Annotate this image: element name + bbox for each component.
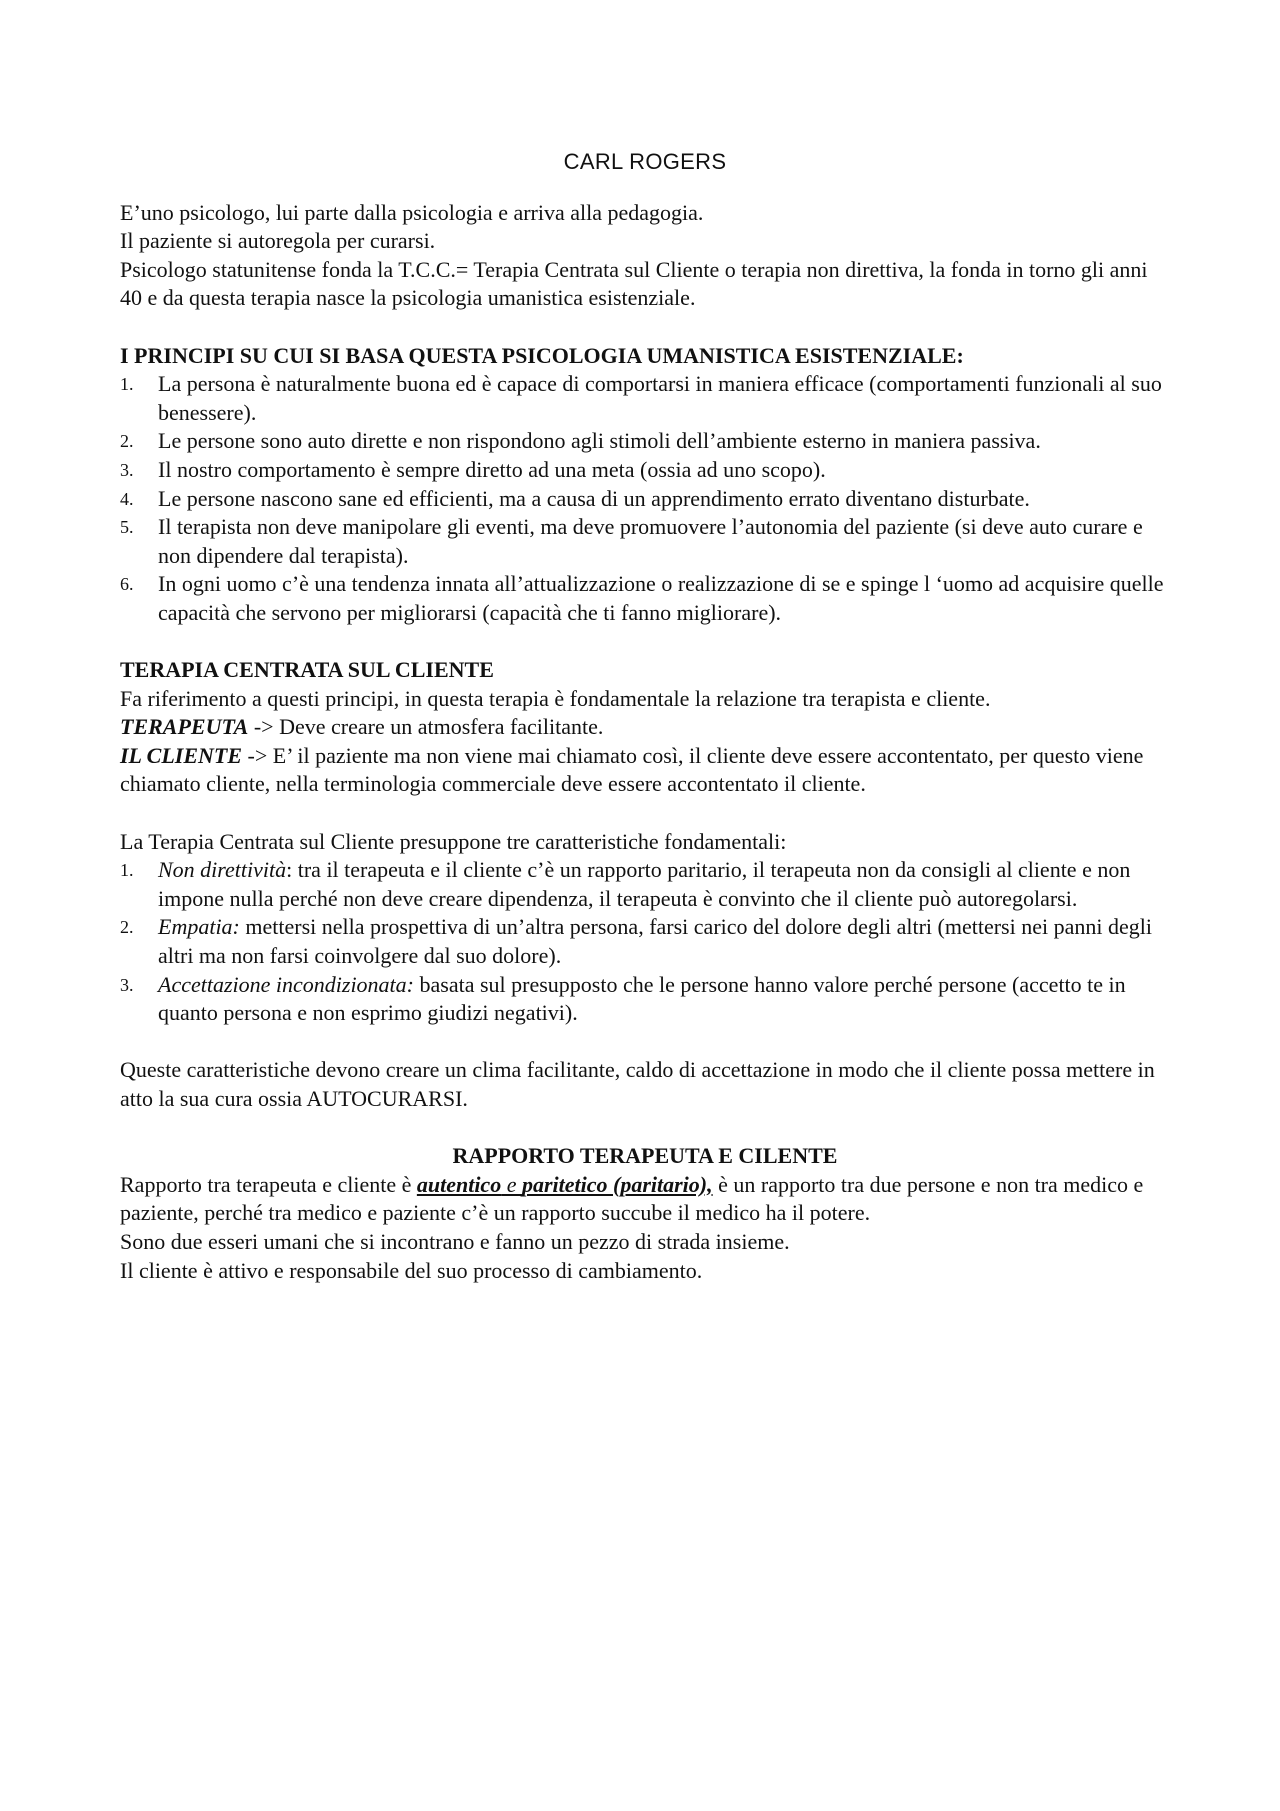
intro-section: [120, 199, 1170, 313]
relationship-emphasis: paritetico (paritario),: [521, 1171, 713, 1197]
list-item: [120, 427, 1170, 456]
list-number: 6.: [120, 574, 134, 595]
list-number: 3.: [120, 459, 134, 480]
list-number: 4.: [120, 488, 134, 509]
principles-list: [120, 370, 1170, 627]
list-item: [120, 856, 1170, 913]
list-text: mettersi nella prospettiva di un’altra persona, farsi carico del dolore degli altri (mettersi nei panni degli altri ma non farsi coinvolgere dal suo dolore).: [158, 914, 1152, 969]
spacer: [120, 799, 1170, 828]
list-item: [120, 570, 1170, 627]
terapeuta-label: TERAPEUTA: [120, 714, 249, 740]
principles-heading: I PRINCIPI SU CUI SI BASA QUESTA PSICOLOGIA UMANISTICA ESISTENZIALE:: [120, 342, 964, 368]
list-text: Le persone sono auto dirette e non rispondono agli stimoli dell’ambiente esterno in maniera passiva.: [158, 428, 1041, 454]
list-number: 3.: [120, 974, 134, 995]
document-page: [120, 148, 1170, 1285]
cliente-text: -> E’ il paziente ma non viene mai chiamato così, il cliente deve essere accontentato, per questo viene chiamato cliente, nella terminologia commerciale deve essere accontentato il cliente.: [120, 742, 1144, 797]
cliente-line: [120, 742, 1170, 799]
list-item: [120, 913, 1170, 970]
list-item: [120, 456, 1170, 485]
list-text: La persona è naturalmente buona ed è capace di comportarsi in maniera efficace (comportamenti funzionali al suo benessere).: [158, 371, 1162, 425]
relationship-section: [120, 1142, 1170, 1285]
list-text: In ogni uomo c’è una tendenza innata all’attualizzazione o realizzazione di se e spinge l ‘uomo ad acquisire quelle capacità che servono per migliorarsi (capacità che ti fanno migliorare).: [158, 571, 1164, 625]
cliente-label: IL CLIENTE: [120, 742, 243, 768]
intro-line: Psicologo statunitense fonda la T.C.C.= Terapia Centrata sul Cliente o terapia non direttiva, la fonda in torno gli anni 40 e da questa terapia nasce la psicologia umanistica esistenziale.: [120, 256, 1148, 311]
intro-line: Il paziente si autoregola per curarsi.: [120, 228, 436, 254]
characteristics-section: [120, 828, 1170, 1114]
relationship-heading: RAPPORTO TERAPEUTA E CILENTE: [452, 1143, 838, 1169]
relationship-emphasis: e: [501, 1171, 522, 1197]
list-number: 2.: [120, 431, 134, 452]
list-text: Il terapista non deve manipolare gli eventi, ma deve promuovere l’autonomia del paziente (si deve auto curare e non dipendere dal terapista).: [158, 514, 1143, 568]
list-label: Empatia:: [158, 914, 240, 940]
list-number: 1.: [120, 860, 134, 881]
list-text: Le persone nascono sane ed efficienti, ma a causa di un apprendimento errato diventano disturbate.: [158, 485, 1030, 511]
list-item: [120, 370, 1170, 427]
list-item: [120, 513, 1170, 570]
spacer: [120, 313, 1170, 342]
relationship-emphasis: autentico: [416, 1171, 502, 1197]
therapy-section: [120, 656, 1170, 799]
list-number: 1.: [120, 374, 134, 395]
terapeuta-text: -> Deve creare un atmosfera facilitante.: [248, 714, 604, 740]
therapy-line: Fa riferimento a questi principi, in questa terapia è fondamentale la relazione tra terapista e cliente.: [120, 685, 991, 711]
list-text: Il nostro comportamento è sempre diretto ad una meta (ossia ad uno scopo).: [158, 456, 826, 482]
relationship-line: Il cliente è attivo e responsabile del suo processo di cambiamento.: [120, 1257, 703, 1283]
list-label: Non direttività: [158, 857, 287, 883]
list-number: 2.: [120, 917, 134, 938]
page-title: CARL ROGERS: [563, 149, 727, 174]
relationship-paragraph: [120, 1171, 1170, 1228]
spacer: [120, 1114, 1170, 1143]
relationship-text: Rapporto tra terapeuta e cliente è: [120, 1171, 417, 1197]
intro-line: E’uno psicologo, lui parte dalla psicologia e arriva alla pedagogia.: [120, 199, 704, 225]
list-label: Accettazione incondizionata:: [158, 971, 414, 997]
therapy-heading: TERAPIA CENTRATA SUL CLIENTE: [120, 657, 494, 683]
list-number: 5.: [120, 517, 134, 538]
list-text: : tra il terapeuta e il cliente c’è un rapporto paritario, il terapeuta non da consigli al cliente e non impone nulla perché non deve creare dipendenza, il terapeuta è convinto che il cliente può autoregolarsi.: [158, 857, 1131, 911]
relationship-text: è un rapporto tra due persone e non tra medico e paziente, perché tra medico e paziente c’è un rapporto succube il medico ha il potere.: [120, 1171, 1144, 1226]
principles-section: [120, 342, 1170, 628]
spacer: [120, 1028, 1170, 1057]
relationship-line: Sono due esseri umani che si incontrano e fanno un pezzo di strada insieme.: [120, 1228, 790, 1254]
characteristics-conclusion: Queste caratteristiche devono creare un clima facilitante, caldo di accettazione in modo che il cliente possa mettere in atto la sua cura ossia AUTOCURARSI.: [120, 1057, 1155, 1111]
characteristics-list: [120, 856, 1170, 1028]
list-item: [120, 971, 1170, 1028]
list-item: [120, 485, 1170, 514]
characteristics-intro: La Terapia Centrata sul Cliente presuppone tre caratteristiche fondamentali:: [120, 828, 787, 854]
terapeuta-line: [120, 713, 1170, 742]
spacer: [120, 628, 1170, 657]
list-text: basata sul presupposto che le persone hanno valore perché persone (accetto te in quanto persona e non esprimo giudizi negativi).: [158, 971, 1126, 1026]
